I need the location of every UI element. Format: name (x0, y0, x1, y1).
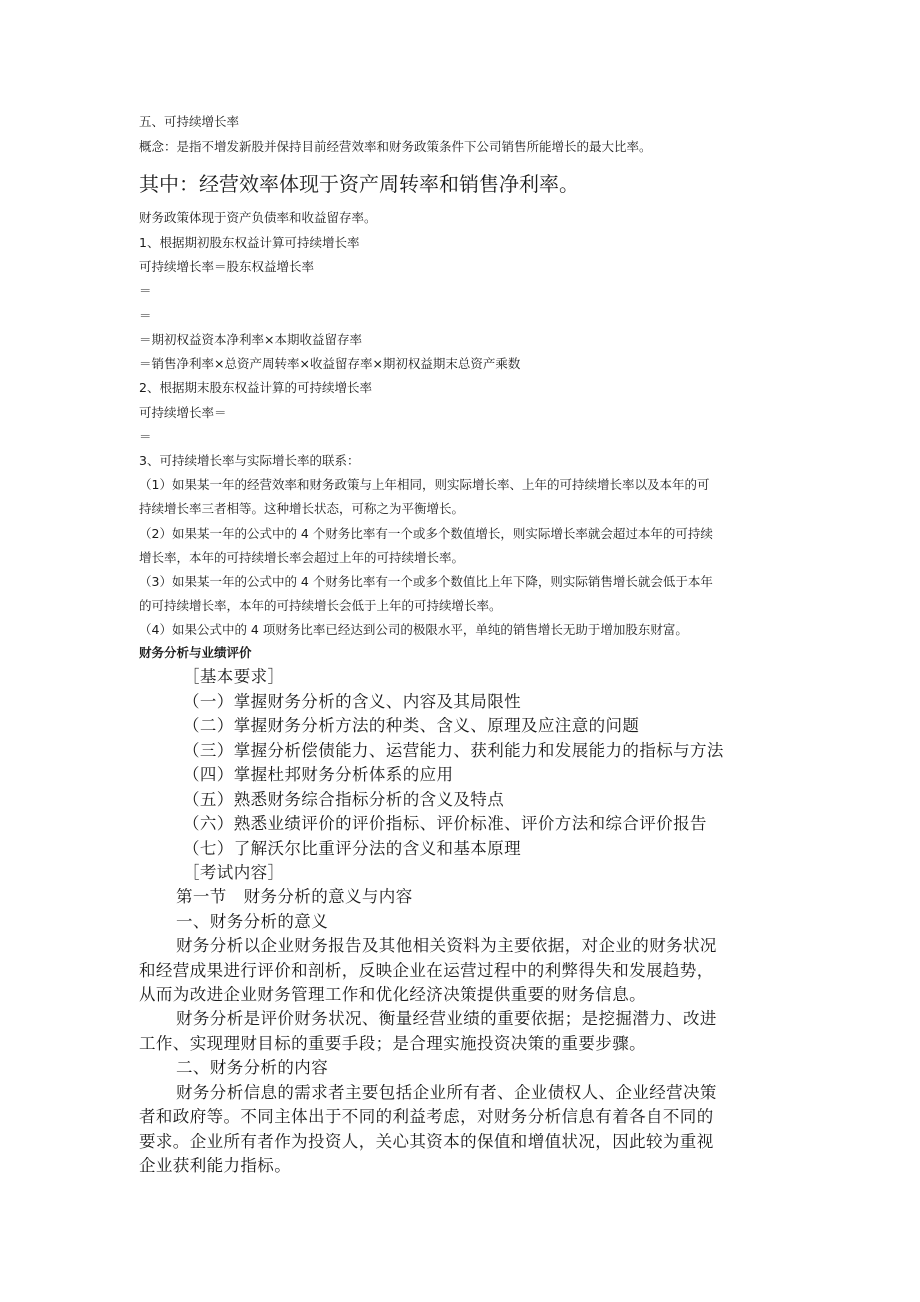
paragraph-line: 从而为改进企业财务管理工作和优化经济决策提供重要的财务信息。 (139, 985, 646, 1004)
paragraph-line: 企业获利能力指标。 (139, 1156, 292, 1175)
formula-line: 可持续增长率＝ (139, 405, 227, 420)
relation-line: （1）如果某一年的经营效率和财务政策与上年相同，则实际增长率、上年的可持续增长率以及本年的可 (139, 477, 710, 492)
financial-policy-text: 财务政策体现于资产负债率和收益留存率。 (139, 210, 377, 225)
exam-content-label: ［考试内容］ (183, 863, 285, 882)
operating-efficiency-text: 其中：经营效率体现于资产周转率和销售净利率。 (139, 172, 579, 196)
paragraph-line: 和经营成果进行评价和剖析，反映企业在运营过程中的利弊得失和发展趋势， (139, 961, 714, 980)
paragraph-line: 工作、实现理财目标的重要手段；是合理实施投资决策的重要步骤。 (139, 1034, 646, 1053)
formula-line: 可持续增长率＝股东权益增长率 (139, 259, 315, 274)
item1-title: 1、根据期初股东权益计算可持续增长率 (139, 235, 360, 250)
requirement-item: （一）掌握财务分析的含义、内容及其局限性 (183, 692, 521, 711)
formula-line: ＝ (139, 429, 152, 444)
formula-line: ＝ (139, 283, 152, 298)
relation-line: 的可持续增长率，本年的可持续增长会低于上年的可持续增长率。 (139, 598, 502, 613)
item2-title: 2、根据期末股东权益计算的可持续增长率 (139, 380, 372, 395)
chapter-title: 财务分析与业绩评价 (139, 645, 252, 660)
section-heading: 五、可持续增长率 (139, 114, 240, 129)
concept-text: 概念：是指不增发新股并保持目前经营效率和财务政策条件下公司销售所能增长的最大比率。 (139, 139, 652, 154)
requirement-item: （五）熟悉财务综合指标分析的含义及特点 (183, 790, 505, 809)
requirement-item: （二）掌握财务分析方法的种类、含义、原理及应注意的问题 (183, 716, 640, 735)
requirement-item: （四）掌握杜邦财务分析体系的应用 (183, 765, 454, 784)
relation-line: （3）如果某一年的公式中的 4 个财务比率有一个或多个数值比上年下降，则实际销售增长就会低于本年 (139, 574, 713, 589)
paragraph-line: 财务分析信息的需求者主要包括企业所有者、企业债权人、企业经营决策 (176, 1083, 717, 1102)
item3-title: 3、可持续增长率与实际增长率的联系： (139, 453, 360, 468)
paragraph-line: 财务分析以企业财务报告及其他相关资料为主要依据，对企业的财务状况 (176, 936, 717, 955)
section-title: 第一节 财务分析的意义与内容 (176, 887, 413, 906)
requirement-item: （三）掌握分析偿债能力、运营能力、获利能力和发展能力的指标与方法 (183, 741, 724, 760)
paragraph-line: 要求。企业所有者作为投资人，关心其资本的保值和增值状况，因此较为重视 (139, 1132, 714, 1151)
requirement-item: （六）熟悉业绩评价的评价指标、评价标准、评价方法和综合评价报告 (183, 814, 707, 833)
formula-line: ＝期初权益资本净利率×本期收益留存率 (139, 332, 362, 347)
requirement-item: （七）了解沃尔比重评分法的含义和基本原理 (183, 839, 521, 858)
paragraph-line: 者和政府等。不同主体出于不同的利益考虑，对财务分析信息有着各自不同的 (139, 1107, 714, 1126)
relation-line: 增长率，本年的可持续增长率会超过上年的可持续增长率。 (139, 550, 465, 565)
content-heading: 二、财务分析的内容 (176, 1058, 329, 1077)
paragraph-line: 财务分析是评价财务状况、衡量经营业绩的重要依据；是挖掘潜力、改进 (176, 1009, 717, 1028)
basic-requirements-label: ［基本要求］ (183, 667, 285, 686)
formula-line: ＝ (139, 308, 152, 323)
relation-line: 持续增长率三者相等。这种增长状态，可称之为平衡增长。 (139, 501, 465, 516)
meaning-heading: 一、财务分析的意义 (176, 912, 329, 931)
relation-line: （4）如果公式中的 4 项财务比率已经达到公司的极限水平，单纯的销售增长无助于增加股东财富。 (139, 622, 688, 637)
formula-line: ＝销售净利率×总资产周转率×收益留存率×期初权益期末总资产乘数 (139, 356, 521, 371)
relation-line: （2）如果某一年的公式中的 4 个财务比率有一个或多个数值增长，则实际增长率就会超过本年的可持续 (139, 526, 713, 541)
